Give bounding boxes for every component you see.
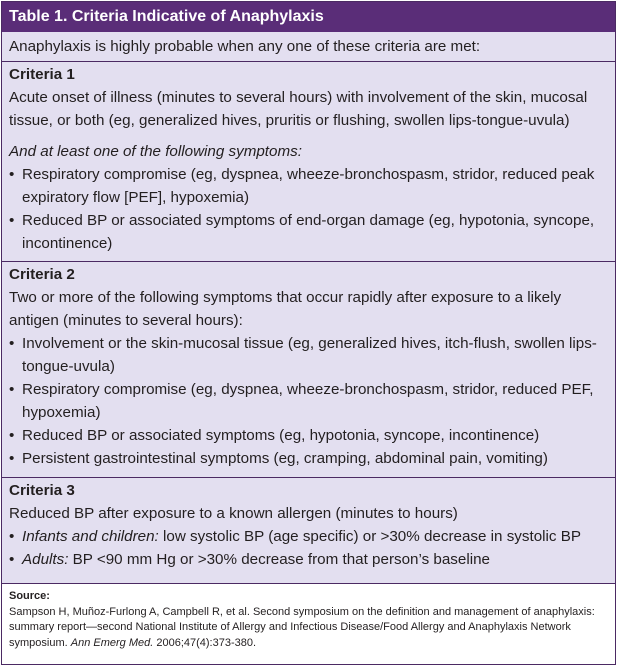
criteria-2-text: Two or more of the following symptoms that occur rapidly after exposure to a likely antigen (minutes to several hours): [9, 289, 562, 329]
criteria-1-subheading: And at least one of the following symptoms: [9, 143, 302, 160]
source-details: 2006;47(4):373-380. [153, 636, 257, 649]
list-item: • Reduced BP or associated symptoms (eg, hypotonia, syncope, incontinence) [9, 424, 609, 447]
item-label: Infants and children: [22, 528, 159, 545]
criteria-1-text: Acute onset of illness (minutes to several hours) with involvement of the skin, mucosal tissue, or both (eg, generalized hives, pruritis or flushing, swollen lips-tongue-uvula) [9, 89, 588, 129]
criteria-3-text: Reduced BP after exposure to a known allergen (minutes to hours) [9, 505, 458, 522]
source-citation [9, 605, 608, 652]
list-item: • Persistent gastrointestinal symptoms (eg, cramping, abdominal pain, vomiting) [9, 447, 609, 470]
source-note [2, 584, 615, 651]
list-item: • Respiratory compromise (eg, dyspnea, wheeze-bronchospasm, stridor, reduced peak expiratory flow [PEF], hypoxemia) [9, 163, 609, 209]
table-title: Table 1. Criteria Indicative of Anaphylaxis [2, 2, 615, 32]
list-item: • Reduced BP or associated symptoms of end-organ damage (eg, hypotonia, syncope, incontinence) [9, 209, 609, 255]
source-journal: Ann Emerg Med. [70, 636, 154, 649]
spacer [9, 132, 609, 140]
source-text: Sampson H, Muñoz-Furlong A, Campbell R, et al. Second symposium on the definition and management of anaphylaxis: summary report—second National Institute of Allergy and Infectious Disease/Food Allergy and Anaphylaxis Network symposium. [9, 605, 595, 649]
criteria-2-list [9, 332, 609, 470]
criteria-1-list [9, 163, 609, 255]
list-item: • Involvement or the skin-mucosal tissue (eg, generalized hives, itch-flush, swollen lips-tongue-uvula) [9, 332, 609, 378]
intro-text: Anaphylaxis is highly probable when any one of these criteria are met: [9, 38, 481, 55]
item-label: Adults: [22, 551, 69, 568]
criteria-3-list [9, 525, 609, 571]
source-label: Source: [9, 590, 50, 602]
anaphylaxis-criteria-table [1, 1, 616, 665]
criteria-2-section [2, 262, 615, 478]
list-item [9, 525, 609, 548]
item-text: low systolic BP (age specific) or >30% decrease in systolic BP [158, 528, 581, 545]
criteria-1-heading: Criteria 1 [9, 66, 75, 83]
intro-row [2, 32, 615, 62]
list-item [9, 548, 609, 571]
item-text: BP <90 mm Hg or >30% decrease from that person’s baseline [68, 551, 490, 568]
criteria-2-heading: Criteria 2 [9, 266, 75, 283]
criteria-3-section [2, 478, 615, 584]
criteria-3-heading: Criteria 3 [9, 482, 75, 499]
criteria-1-section [2, 62, 615, 262]
list-item: • Respiratory compromise (eg, dyspnea, wheeze-bronchospasm, stridor, reduced PEF, hypoxemia) [9, 378, 609, 424]
